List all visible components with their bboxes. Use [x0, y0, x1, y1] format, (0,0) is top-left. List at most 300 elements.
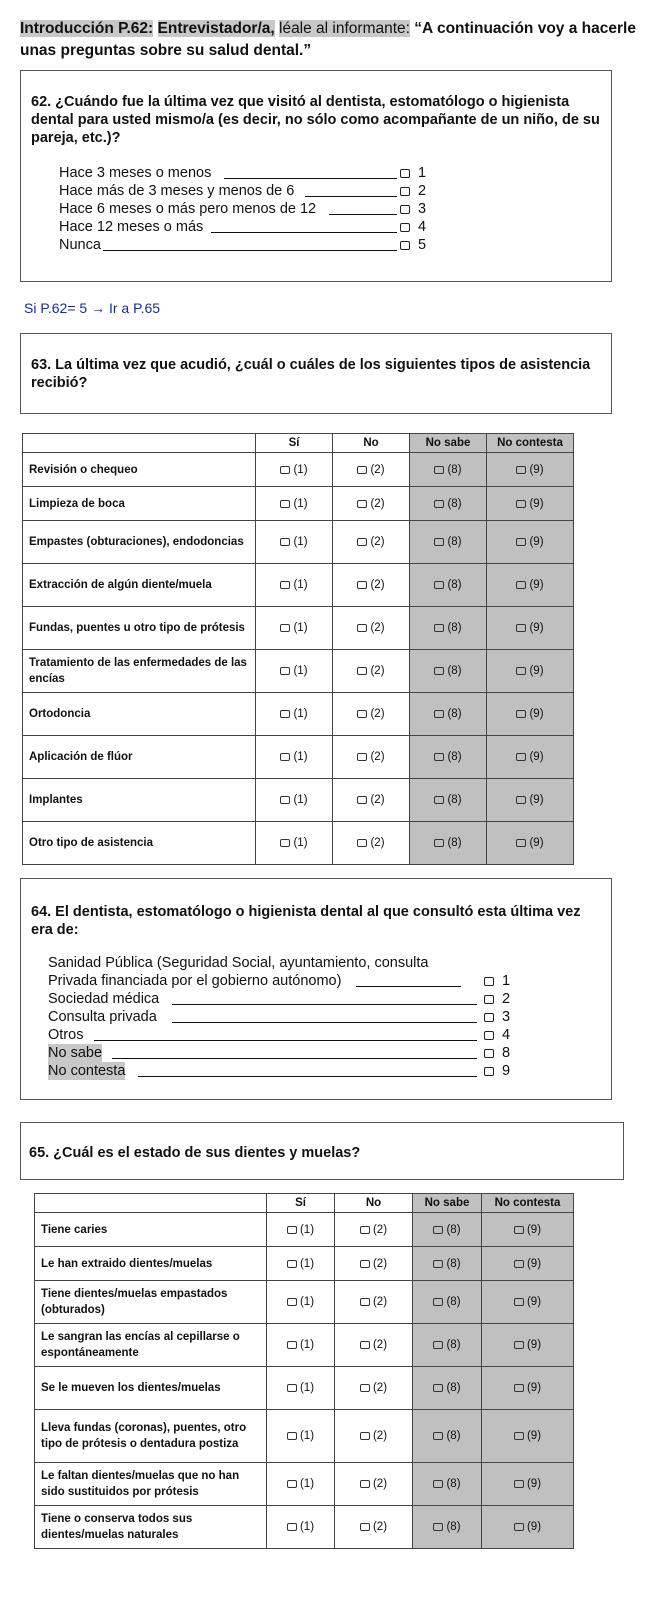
q62-option-checkbox[interactable]	[400, 169, 410, 178]
column-header: No	[333, 434, 410, 453]
answer-cell[interactable]	[487, 779, 574, 822]
checkbox[interactable]	[280, 581, 290, 589]
q64-option-label: Sociedad médica	[48, 991, 160, 1007]
checkbox[interactable]	[360, 1260, 370, 1268]
question-62-box	[20, 70, 612, 282]
answer-cell[interactable]	[333, 564, 410, 607]
checkbox[interactable]	[357, 839, 367, 847]
q64-option-code: 4	[502, 1027, 511, 1043]
answer-cell[interactable]	[256, 607, 333, 650]
checkbox[interactable]	[434, 500, 444, 508]
checkbox[interactable]	[360, 1298, 370, 1306]
q64-option-label: Consulta privada	[48, 1009, 157, 1025]
checkbox[interactable]	[357, 667, 367, 675]
table-row	[23, 487, 574, 521]
q64-option-label: No contesta	[48, 1063, 126, 1079]
answer-code: (8)	[447, 665, 462, 677]
checkbox[interactable]	[433, 1480, 443, 1488]
checkbox[interactable]	[433, 1384, 443, 1392]
row-label: Le sangran las encías al cepillarse o espontáneamente	[35, 1324, 267, 1367]
answer-code: (8)	[447, 751, 462, 763]
answer-cell[interactable]	[335, 1367, 413, 1410]
checkbox[interactable]	[357, 466, 367, 474]
checkbox[interactable]	[287, 1260, 297, 1268]
answer-cell[interactable]	[487, 607, 574, 650]
row-label: Extracción de algún diente/muela	[23, 564, 256, 607]
checkbox[interactable]	[360, 1523, 370, 1531]
table-row	[35, 1410, 574, 1463]
answer-cell[interactable]	[410, 822, 487, 865]
row-label: Ortodoncia	[23, 693, 256, 736]
answer-cell[interactable]	[256, 564, 333, 607]
answer-code: (1)	[293, 622, 308, 634]
answer-code: (9)	[529, 536, 544, 548]
answer-code: (2)	[372, 1478, 388, 1490]
answer-code: (2)	[370, 665, 385, 677]
q64-option-label: Sanidad Pública (Seguridad Social, ayuntamiento, consulta	[48, 955, 429, 971]
checkbox[interactable]	[357, 624, 367, 632]
q62-option-label: Nunca	[59, 237, 101, 253]
row-label: Lleva fundas (coronas), puentes, otro tipo de prótesis o dentadura postiza	[35, 1410, 267, 1463]
answer-cell[interactable]	[333, 607, 410, 650]
answer-code: (9)	[529, 794, 544, 806]
answer-cell[interactable]	[487, 487, 574, 521]
checkbox[interactable]	[434, 753, 444, 761]
checkbox[interactable]	[433, 1260, 443, 1268]
question-64-box	[20, 878, 612, 1100]
table-row	[23, 693, 574, 736]
answer-cell[interactable]	[410, 693, 487, 736]
answer-code: (8)	[446, 1430, 461, 1442]
q64-option-checkbox[interactable]	[484, 995, 494, 1004]
checkbox[interactable]	[514, 1384, 524, 1392]
answer-cell[interactable]	[335, 1463, 413, 1506]
checkbox[interactable]	[280, 466, 290, 474]
q64-option-code: 9	[502, 1063, 511, 1079]
checkbox[interactable]	[280, 500, 290, 508]
fill-line	[112, 1058, 477, 1059]
checkbox[interactable]	[516, 710, 526, 718]
q64-option-code: 2	[502, 991, 511, 1007]
answer-code: (8)	[446, 1296, 461, 1308]
checkbox[interactable]	[434, 466, 444, 474]
question-63-table	[22, 433, 574, 865]
fill-line	[356, 986, 461, 987]
row-label: Fundas, puentes u otro tipo de prótesis	[23, 607, 256, 650]
answer-cell[interactable]	[410, 564, 487, 607]
table-row	[35, 1506, 574, 1549]
answer-cell[interactable]	[413, 1324, 482, 1367]
answer-code: (1)	[293, 579, 308, 591]
answer-code: (2)	[372, 1430, 388, 1442]
answer-code: (2)	[370, 497, 385, 510]
q62-option-label: Hace más de 3 meses y menos de 6	[59, 183, 295, 199]
answer-cell[interactable]	[410, 487, 487, 521]
checkbox[interactable]	[360, 1384, 370, 1392]
fill-line	[211, 232, 397, 233]
column-header: No contesta	[487, 434, 574, 453]
answer-code: (9)	[526, 1430, 542, 1442]
q64-option-code: 8	[502, 1045, 511, 1061]
checkbox[interactable]	[434, 710, 444, 718]
answer-cell[interactable]	[482, 1410, 574, 1463]
checkbox[interactable]	[360, 1341, 370, 1349]
row-label: Tratamiento de las enfermedades de las encías	[23, 650, 256, 693]
answer-code: (9)	[529, 622, 544, 634]
answer-cell[interactable]	[410, 607, 487, 650]
checkbox[interactable]	[433, 1298, 443, 1306]
q64-option-checkbox[interactable]	[484, 1013, 494, 1022]
row-label: Tiene caries	[35, 1213, 267, 1247]
checkbox[interactable]	[287, 1523, 297, 1531]
answer-code: (8)	[447, 463, 462, 476]
answer-cell[interactable]	[413, 1506, 482, 1549]
answer-code: (1)	[299, 1223, 315, 1236]
answer-code: (9)	[529, 665, 544, 677]
q64-option-checkbox[interactable]	[484, 977, 494, 986]
checkbox[interactable]	[514, 1226, 524, 1234]
checkbox[interactable]	[360, 1226, 370, 1234]
q64-option-checkbox[interactable]	[484, 1031, 494, 1040]
table-row	[23, 521, 574, 564]
answer-code: (2)	[372, 1339, 388, 1351]
answer-cell[interactable]	[482, 1367, 574, 1410]
table-row	[35, 1463, 574, 1506]
answer-cell[interactable]	[487, 736, 574, 779]
checkbox[interactable]	[516, 667, 526, 675]
checkbox[interactable]	[280, 839, 290, 847]
fill-line	[94, 1040, 477, 1041]
answer-code: (9)	[526, 1382, 542, 1394]
answer-cell[interactable]	[256, 822, 333, 865]
checkbox[interactable]	[516, 466, 526, 474]
answer-code: (1)	[293, 837, 308, 849]
fill-line	[103, 250, 397, 251]
answer-cell[interactable]	[335, 1506, 413, 1549]
answer-cell[interactable]	[413, 1213, 482, 1247]
answer-code: (1)	[299, 1296, 315, 1308]
answer-code: (2)	[370, 794, 385, 806]
checkbox[interactable]	[287, 1480, 297, 1488]
q62-option-checkbox[interactable]	[400, 205, 410, 214]
answer-cell[interactable]	[413, 1281, 482, 1324]
answer-code: (9)	[526, 1257, 542, 1270]
answer-code: (8)	[447, 579, 462, 591]
answer-cell[interactable]	[413, 1247, 482, 1281]
q62-option-code: 5	[418, 237, 427, 253]
checkbox[interactable]	[516, 753, 526, 761]
answer-code: (2)	[372, 1521, 388, 1533]
q64-option-checkbox[interactable]	[484, 1049, 494, 1058]
intro-instruction: léale al informante:	[279, 20, 410, 37]
answer-code: (2)	[372, 1382, 388, 1394]
q62-option-label: Hace 3 meses o menos	[59, 165, 212, 181]
table-row	[35, 1281, 574, 1324]
checkbox[interactable]	[287, 1298, 297, 1306]
checkbox[interactable]	[280, 796, 290, 804]
answer-cell[interactable]	[333, 521, 410, 564]
answer-code: (1)	[293, 751, 308, 763]
answer-cell[interactable]	[256, 779, 333, 822]
checkbox[interactable]	[287, 1432, 297, 1440]
skip-instruction: Si P.62= 5 → Ir a P.65	[24, 300, 161, 316]
question-65-box	[20, 1122, 624, 1180]
q64-option-checkbox[interactable]	[484, 1067, 494, 1076]
answer-cell[interactable]	[267, 1213, 335, 1247]
row-label: Le faltan dientes/muelas que no han sido sustituidos por prótesis	[35, 1463, 267, 1506]
answer-cell[interactable]	[333, 650, 410, 693]
q62-option-checkbox[interactable]	[400, 187, 410, 196]
answer-cell[interactable]	[335, 1213, 413, 1247]
checkbox[interactable]	[357, 710, 367, 718]
answer-cell[interactable]	[333, 779, 410, 822]
q64-option-label: Otros	[48, 1027, 84, 1043]
answer-cell[interactable]	[267, 1324, 335, 1367]
column-header	[23, 434, 256, 453]
checkbox[interactable]	[514, 1341, 524, 1349]
answer-cell[interactable]	[482, 1506, 574, 1549]
answer-cell[interactable]	[333, 736, 410, 779]
intro-text	[20, 18, 640, 62]
q62-option-checkbox[interactable]	[400, 223, 410, 232]
answer-code: (9)	[529, 708, 544, 720]
row-label: Limpieza de boca	[23, 487, 256, 521]
answer-code: (1)	[293, 497, 308, 510]
answer-cell[interactable]	[413, 1463, 482, 1506]
answer-cell[interactable]	[487, 564, 574, 607]
answer-cell[interactable]	[333, 693, 410, 736]
answer-cell[interactable]	[256, 453, 333, 487]
answer-cell[interactable]	[410, 650, 487, 693]
q62-option-checkbox[interactable]	[400, 241, 410, 250]
answer-cell[interactable]	[482, 1463, 574, 1506]
question-63-title: 63. La última vez que acudió, ¿cuál o cuáles de los siguientes tipos de asistencia recibió?	[31, 357, 591, 391]
q62-option-code: 2	[418, 183, 427, 199]
answer-code: (1)	[299, 1257, 315, 1270]
answer-code: (8)	[447, 708, 462, 720]
row-label: Tiene dientes/muelas empastados (obturados)	[35, 1281, 267, 1324]
checkbox[interactable]	[434, 796, 444, 804]
fill-line	[224, 178, 397, 179]
answer-code: (1)	[299, 1478, 315, 1490]
checkbox[interactable]	[514, 1432, 524, 1440]
answer-cell[interactable]	[410, 521, 487, 564]
intro-quote: “A continuación voy a hacerle unas preguntas sobre su salud dental.”	[20, 20, 636, 59]
answer-code: (8)	[446, 1257, 461, 1270]
answer-code: (2)	[370, 579, 385, 591]
answer-cell[interactable]	[482, 1247, 574, 1281]
answer-cell[interactable]	[267, 1463, 335, 1506]
q64-option-code: 3	[502, 1009, 511, 1025]
checkbox[interactable]	[514, 1298, 524, 1306]
answer-cell[interactable]	[487, 521, 574, 564]
checkbox[interactable]	[434, 839, 444, 847]
answer-code: (1)	[299, 1339, 315, 1351]
fill-line	[305, 196, 397, 197]
row-label: Empastes (obturaciones), endodoncias	[23, 521, 256, 564]
answer-code: (8)	[447, 794, 462, 806]
checkbox[interactable]	[516, 839, 526, 847]
column-header: Sí	[267, 1194, 335, 1213]
checkbox[interactable]	[433, 1432, 443, 1440]
answer-code: (8)	[446, 1339, 461, 1351]
table-row	[23, 736, 574, 779]
checkbox[interactable]	[280, 667, 290, 675]
answer-cell[interactable]	[256, 736, 333, 779]
checkbox[interactable]	[434, 581, 444, 589]
answer-code: (9)	[526, 1521, 542, 1533]
answer-cell[interactable]	[413, 1410, 482, 1463]
table-row	[23, 564, 574, 607]
answer-code: (1)	[293, 708, 308, 720]
answer-code: (2)	[372, 1296, 388, 1308]
question-63-box	[20, 333, 612, 414]
checkbox[interactable]	[514, 1523, 524, 1531]
table-row	[23, 779, 574, 822]
checkbox[interactable]	[357, 753, 367, 761]
checkbox[interactable]	[516, 624, 526, 632]
checkbox[interactable]	[357, 538, 367, 546]
answer-cell[interactable]	[487, 693, 574, 736]
answer-cell[interactable]	[267, 1410, 335, 1463]
answer-cell[interactable]	[482, 1324, 574, 1367]
checkbox[interactable]	[357, 581, 367, 589]
fill-line	[172, 1022, 477, 1023]
answer-code: (9)	[529, 751, 544, 763]
answer-code: (9)	[526, 1339, 542, 1351]
answer-code: (9)	[529, 579, 544, 591]
row-label: Le han extraido dientes/muelas	[35, 1247, 267, 1281]
answer-cell[interactable]	[333, 822, 410, 865]
answer-cell[interactable]	[335, 1281, 413, 1324]
answer-cell[interactable]	[335, 1247, 413, 1281]
row-label: Aplicación de flúor	[23, 736, 256, 779]
checkbox[interactable]	[434, 538, 444, 546]
row-label: Se le mueven los dientes/muelas	[35, 1367, 267, 1410]
checkbox[interactable]	[516, 796, 526, 804]
answer-cell[interactable]	[267, 1506, 335, 1549]
answer-cell[interactable]	[256, 693, 333, 736]
answer-code: (1)	[293, 463, 308, 476]
answer-cell[interactable]	[410, 736, 487, 779]
column-header	[35, 1194, 267, 1213]
q62-option-label: Hace 6 meses o más pero menos de 12	[59, 201, 317, 217]
fill-line	[329, 214, 397, 215]
answer-cell[interactable]	[335, 1324, 413, 1367]
column-header: No	[335, 1194, 413, 1213]
answer-code: (9)	[526, 1223, 542, 1236]
answer-code: (1)	[293, 536, 308, 548]
answer-code: (9)	[529, 463, 544, 476]
q62-option-label: Hace 12 meses o más	[59, 219, 204, 235]
checkbox[interactable]	[516, 538, 526, 546]
answer-code: (8)	[447, 837, 462, 849]
answer-cell[interactable]	[487, 822, 574, 865]
answer-cell[interactable]	[487, 453, 574, 487]
answer-code: (2)	[372, 1223, 388, 1236]
checkbox[interactable]	[516, 581, 526, 589]
answer-cell[interactable]	[256, 487, 333, 521]
checkbox[interactable]	[360, 1480, 370, 1488]
fill-line	[172, 1004, 477, 1005]
answer-code: (1)	[293, 665, 308, 677]
table-row	[23, 607, 574, 650]
q64-option-label: Privada financiada por el gobierno autónomo)	[48, 973, 342, 989]
checkbox[interactable]	[280, 624, 290, 632]
checkbox[interactable]	[280, 538, 290, 546]
answer-code: (1)	[293, 794, 308, 806]
answer-code: (8)	[447, 497, 462, 510]
checkbox[interactable]	[357, 796, 367, 804]
row-label: Implantes	[23, 779, 256, 822]
checkbox[interactable]	[360, 1432, 370, 1440]
checkbox[interactable]	[287, 1226, 297, 1234]
answer-code: (1)	[299, 1521, 315, 1533]
answer-code: (9)	[526, 1478, 542, 1490]
checkbox[interactable]	[433, 1523, 443, 1531]
answer-code: (9)	[529, 837, 544, 849]
checkbox[interactable]	[434, 624, 444, 632]
answer-code: (2)	[370, 622, 385, 634]
column-header: Sí	[256, 434, 333, 453]
table-row	[35, 1367, 574, 1410]
checkbox[interactable]	[357, 500, 367, 508]
answer-code: (8)	[447, 536, 462, 548]
column-header: No sabe	[413, 1194, 482, 1213]
answer-code: (9)	[526, 1296, 542, 1308]
answer-cell[interactable]	[333, 487, 410, 521]
answer-code: (2)	[372, 1257, 388, 1270]
answer-cell[interactable]	[410, 453, 487, 487]
question-64-title: 64. El dentista, estomatólogo o higienista dental al que consultó esta última vez era de:	[31, 904, 581, 938]
checkbox[interactable]	[516, 500, 526, 508]
answer-cell[interactable]	[333, 453, 410, 487]
answer-code: (8)	[447, 622, 462, 634]
checkbox[interactable]	[280, 710, 290, 718]
answer-cell[interactable]	[482, 1281, 574, 1324]
answer-cell[interactable]	[256, 521, 333, 564]
answer-code: (2)	[370, 837, 385, 849]
checkbox[interactable]	[433, 1226, 443, 1234]
answer-cell[interactable]	[267, 1367, 335, 1410]
answer-cell[interactable]	[256, 650, 333, 693]
answer-cell[interactable]	[267, 1247, 335, 1281]
answer-cell[interactable]	[413, 1367, 482, 1410]
answer-cell[interactable]	[482, 1213, 574, 1247]
question-65-title: 65. ¿Cuál es el estado de sus dientes y muelas?	[29, 1145, 361, 1161]
checkbox[interactable]	[514, 1480, 524, 1488]
answer-cell[interactable]	[267, 1281, 335, 1324]
answer-code: (8)	[446, 1478, 461, 1490]
answer-cell[interactable]	[335, 1410, 413, 1463]
answer-cell[interactable]	[410, 779, 487, 822]
answer-code: (1)	[299, 1382, 315, 1394]
checkbox[interactable]	[280, 753, 290, 761]
table-row	[35, 1247, 574, 1281]
checkbox[interactable]	[433, 1341, 443, 1349]
answer-code: (8)	[446, 1521, 461, 1533]
answer-code: (2)	[370, 751, 385, 763]
q62-option-code: 4	[418, 219, 427, 235]
checkbox[interactable]	[514, 1260, 524, 1268]
question-62-title: 62. ¿Cuándo fue la última vez que visitó al dentista, estomatólogo o higienista dental para usted mismo/a (es decir, no sólo como acompañante de un niño, de su pareja, etc.)?	[31, 94, 600, 146]
answer-cell[interactable]	[487, 650, 574, 693]
column-header: No sabe	[410, 434, 487, 453]
checkbox[interactable]	[287, 1384, 297, 1392]
q62-option-code: 1	[418, 165, 427, 181]
checkbox[interactable]	[287, 1341, 297, 1349]
checkbox[interactable]	[434, 667, 444, 675]
